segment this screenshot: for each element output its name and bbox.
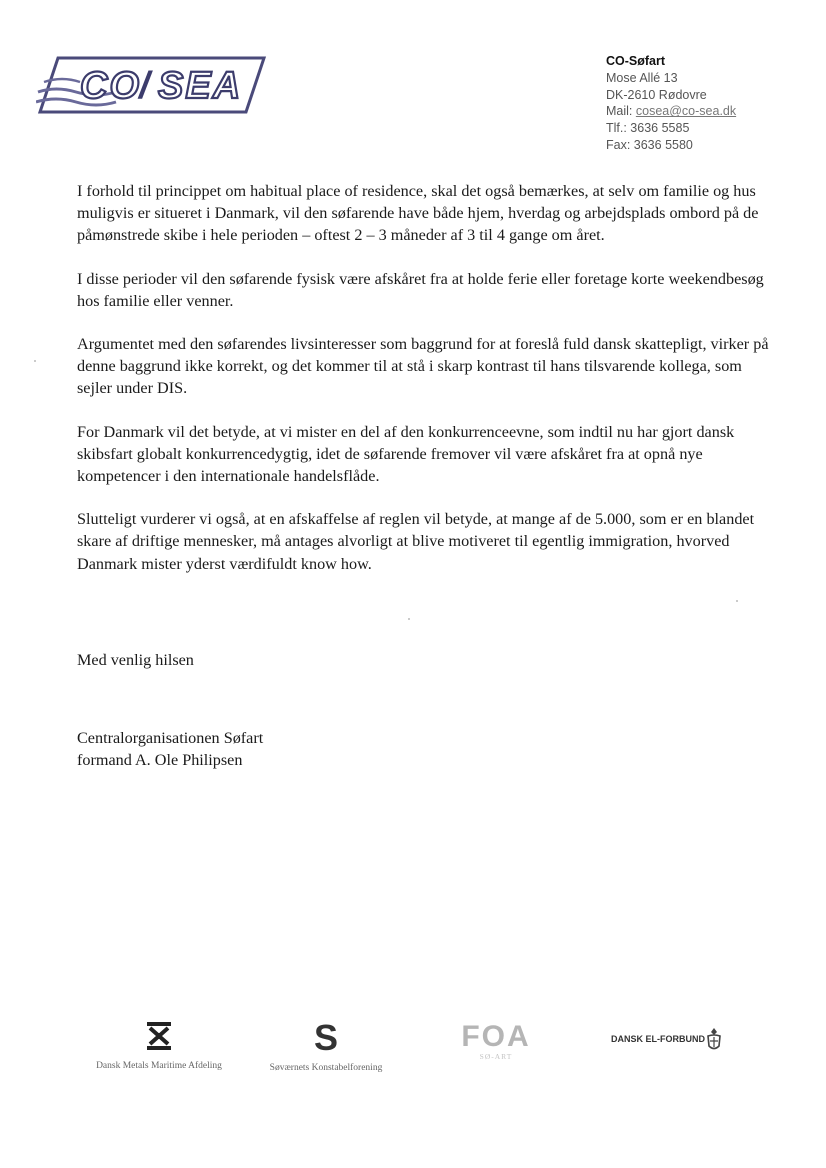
body-paragraph: Slutteligt vurderer vi også, at en afskaffelse af reglen vil betyde, at mange af de 5.000, som er en blandet skare af driftige mennesker, må antages alvorligt at blive motiveret til egentlig immigration, hvorved Danmark mister yderst værdifuldt know how. (77, 510, 755, 573)
dansk-metal-emblem-icon (144, 1020, 174, 1052)
sender-mail-prefix: Mail: (606, 104, 636, 119)
dansk-el-forbund-text: DANSK EL-FORBUND (611, 1034, 705, 1044)
foa-logo (452, 1022, 540, 1061)
svg-text:SEA: SEA (158, 65, 243, 107)
body-paragraph: Argumentet med den søfarendes livsinteresser som baggrund for at foreslå fuld dansk skattepligt, virker på denne baggrund ikke korrekt, og det kommer til at stå i skarp kontrast til hans tilsvarende kollega, som sejler under DIS. (77, 335, 769, 398)
sender-mail-line (606, 103, 736, 120)
closing-greeting: Med venlig hilsen (77, 651, 194, 669)
foa-subtitle: SØ-ART (479, 1052, 513, 1061)
body-paragraph: For Danmark vil det betyde, at vi mister en del af den konkurrenceevne, som indtil nu har gjort dansk skibsfart globalt konkurrencedygtig, idet de søfarende fremover vil være afskåret fra at opnå nye kompetencer i den internationale handelsflåde. (77, 422, 735, 486)
foa-mark: FOA (461, 1020, 531, 1053)
co-sea-logo (36, 52, 268, 122)
scan-speck (736, 600, 738, 602)
scan-speck (408, 618, 410, 620)
soevaernets-konstabelforening-logo (258, 1020, 394, 1073)
soevaernets-mark: S (313, 1020, 339, 1054)
soevaernets-caption: Søværnets Konstabelforening (269, 1063, 383, 1073)
signature-block (77, 727, 263, 771)
sender-city: DK-2610 Rødovre (606, 87, 707, 102)
body-paragraph: I disse perioder vil den søfarende fysisk være afskåret fra at holde ferie eller foretage korte weekendbesøg hos familie eller venner. (77, 269, 764, 310)
soevaernets-s-emblem-icon (311, 1020, 341, 1054)
sender-street: Mose Allé 13 (606, 70, 678, 85)
svg-text:/: / (139, 65, 150, 107)
sender-mail-link[interactable]: cosea@co-sea.dk (635, 104, 737, 119)
sender-org: CO-Søfart (606, 54, 666, 68)
letter-body (77, 180, 777, 596)
sender-phone: Tlf.: 3636 5585 (606, 121, 690, 136)
svg-text:CO: CO (80, 65, 141, 107)
dansk-metal-logo (84, 1020, 234, 1071)
dansk-metal-caption: Dansk Metals Maritime Afdeling (96, 1061, 222, 1071)
sender-address (606, 53, 736, 154)
dansk-el-forbund-logo (611, 1026, 731, 1052)
co-sea-logo-graphic (36, 52, 268, 122)
signature-name: formand A. Ole Philipsen (77, 751, 243, 769)
sender-fax: Fax: 3636 5580 (606, 137, 693, 152)
scan-speck (34, 360, 36, 362)
body-paragraph: I forhold til princippet om habitual place of residence, skal det også bemærkes, at selv om familie og hus muligvis er situeret i Danmark, vil den søfarende have både hjem, hverdag og arbejdsplads ombord på de påmønstrede skibe i hele perioden – oftest 2 – 3 måneder af 3 til 4 gange om året. (77, 182, 759, 245)
signature-org: Centralorganisationen Søfart (77, 729, 264, 747)
crest-icon (705, 1026, 723, 1052)
